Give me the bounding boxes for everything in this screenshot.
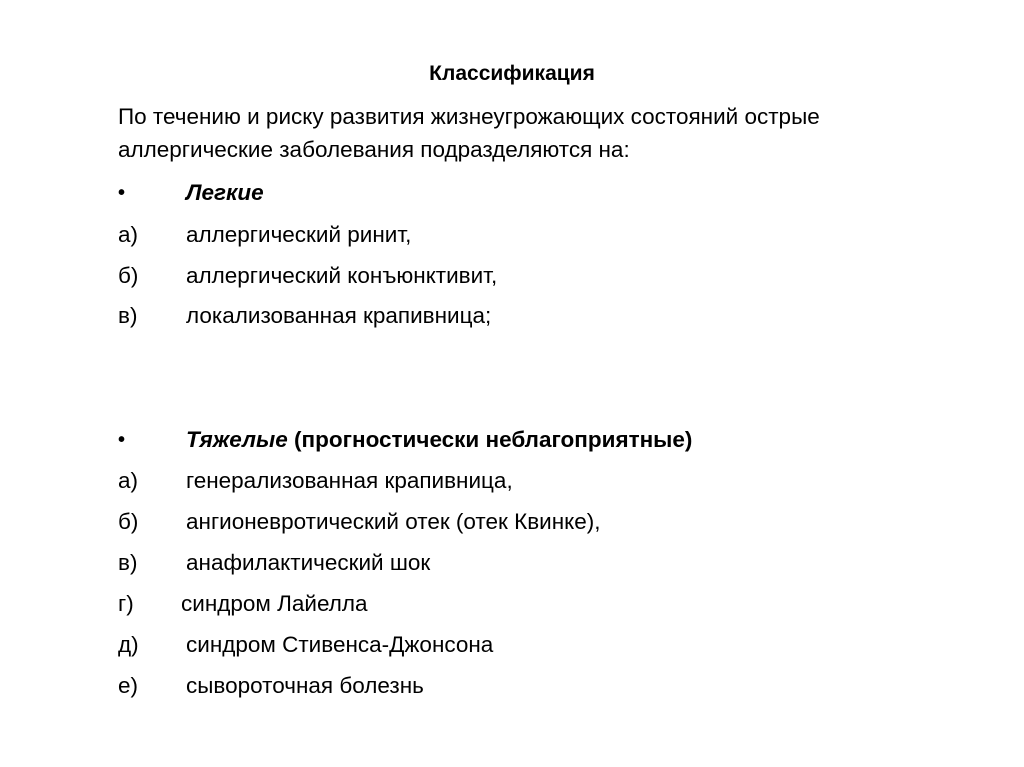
list-item-marker: б): [118, 509, 139, 534]
list-item-marker: е): [118, 673, 139, 698]
list-item-text: синдром Стивенса-Джонсона: [186, 632, 494, 657]
list-item-marker: а): [118, 222, 139, 247]
intro-paragraph: По течению и риску развития жизнеугрожающих состояний острые аллергические заболевания подразделяются на:: [118, 104, 820, 162]
slide-title: Классификация: [429, 62, 595, 85]
group-heading-label: Тяжелые: [186, 427, 288, 452]
list-item-marker: д): [118, 632, 139, 657]
bullet-marker: •: [118, 429, 126, 451]
list-item-text: генерализованная крапивница,: [186, 468, 513, 493]
list-item-text: ангионевротический отек (отек Квинке),: [186, 509, 601, 534]
list-item-text: аллергический конъюнктивит,: [186, 263, 498, 288]
list-item-marker: в): [118, 303, 138, 328]
list-item-text: аллергический ринит,: [186, 222, 412, 247]
bullet-marker: •: [118, 182, 126, 204]
list-item-text: синдром Лайелла: [181, 591, 368, 616]
list-item-marker: б): [118, 263, 139, 288]
group-heading-suffix: (прогностически неблагоприятные): [287, 427, 693, 452]
list-item-text: сывороточная болезнь: [186, 673, 424, 698]
list-item-marker: г): [118, 591, 134, 616]
list-item-marker: а): [118, 468, 139, 493]
list-item-marker: в): [118, 550, 138, 575]
group-heading-label: Легкие: [186, 180, 264, 205]
list-item-text: локализованная крапивница;: [186, 303, 492, 328]
list-item-text: анафилактический шок: [186, 550, 431, 575]
